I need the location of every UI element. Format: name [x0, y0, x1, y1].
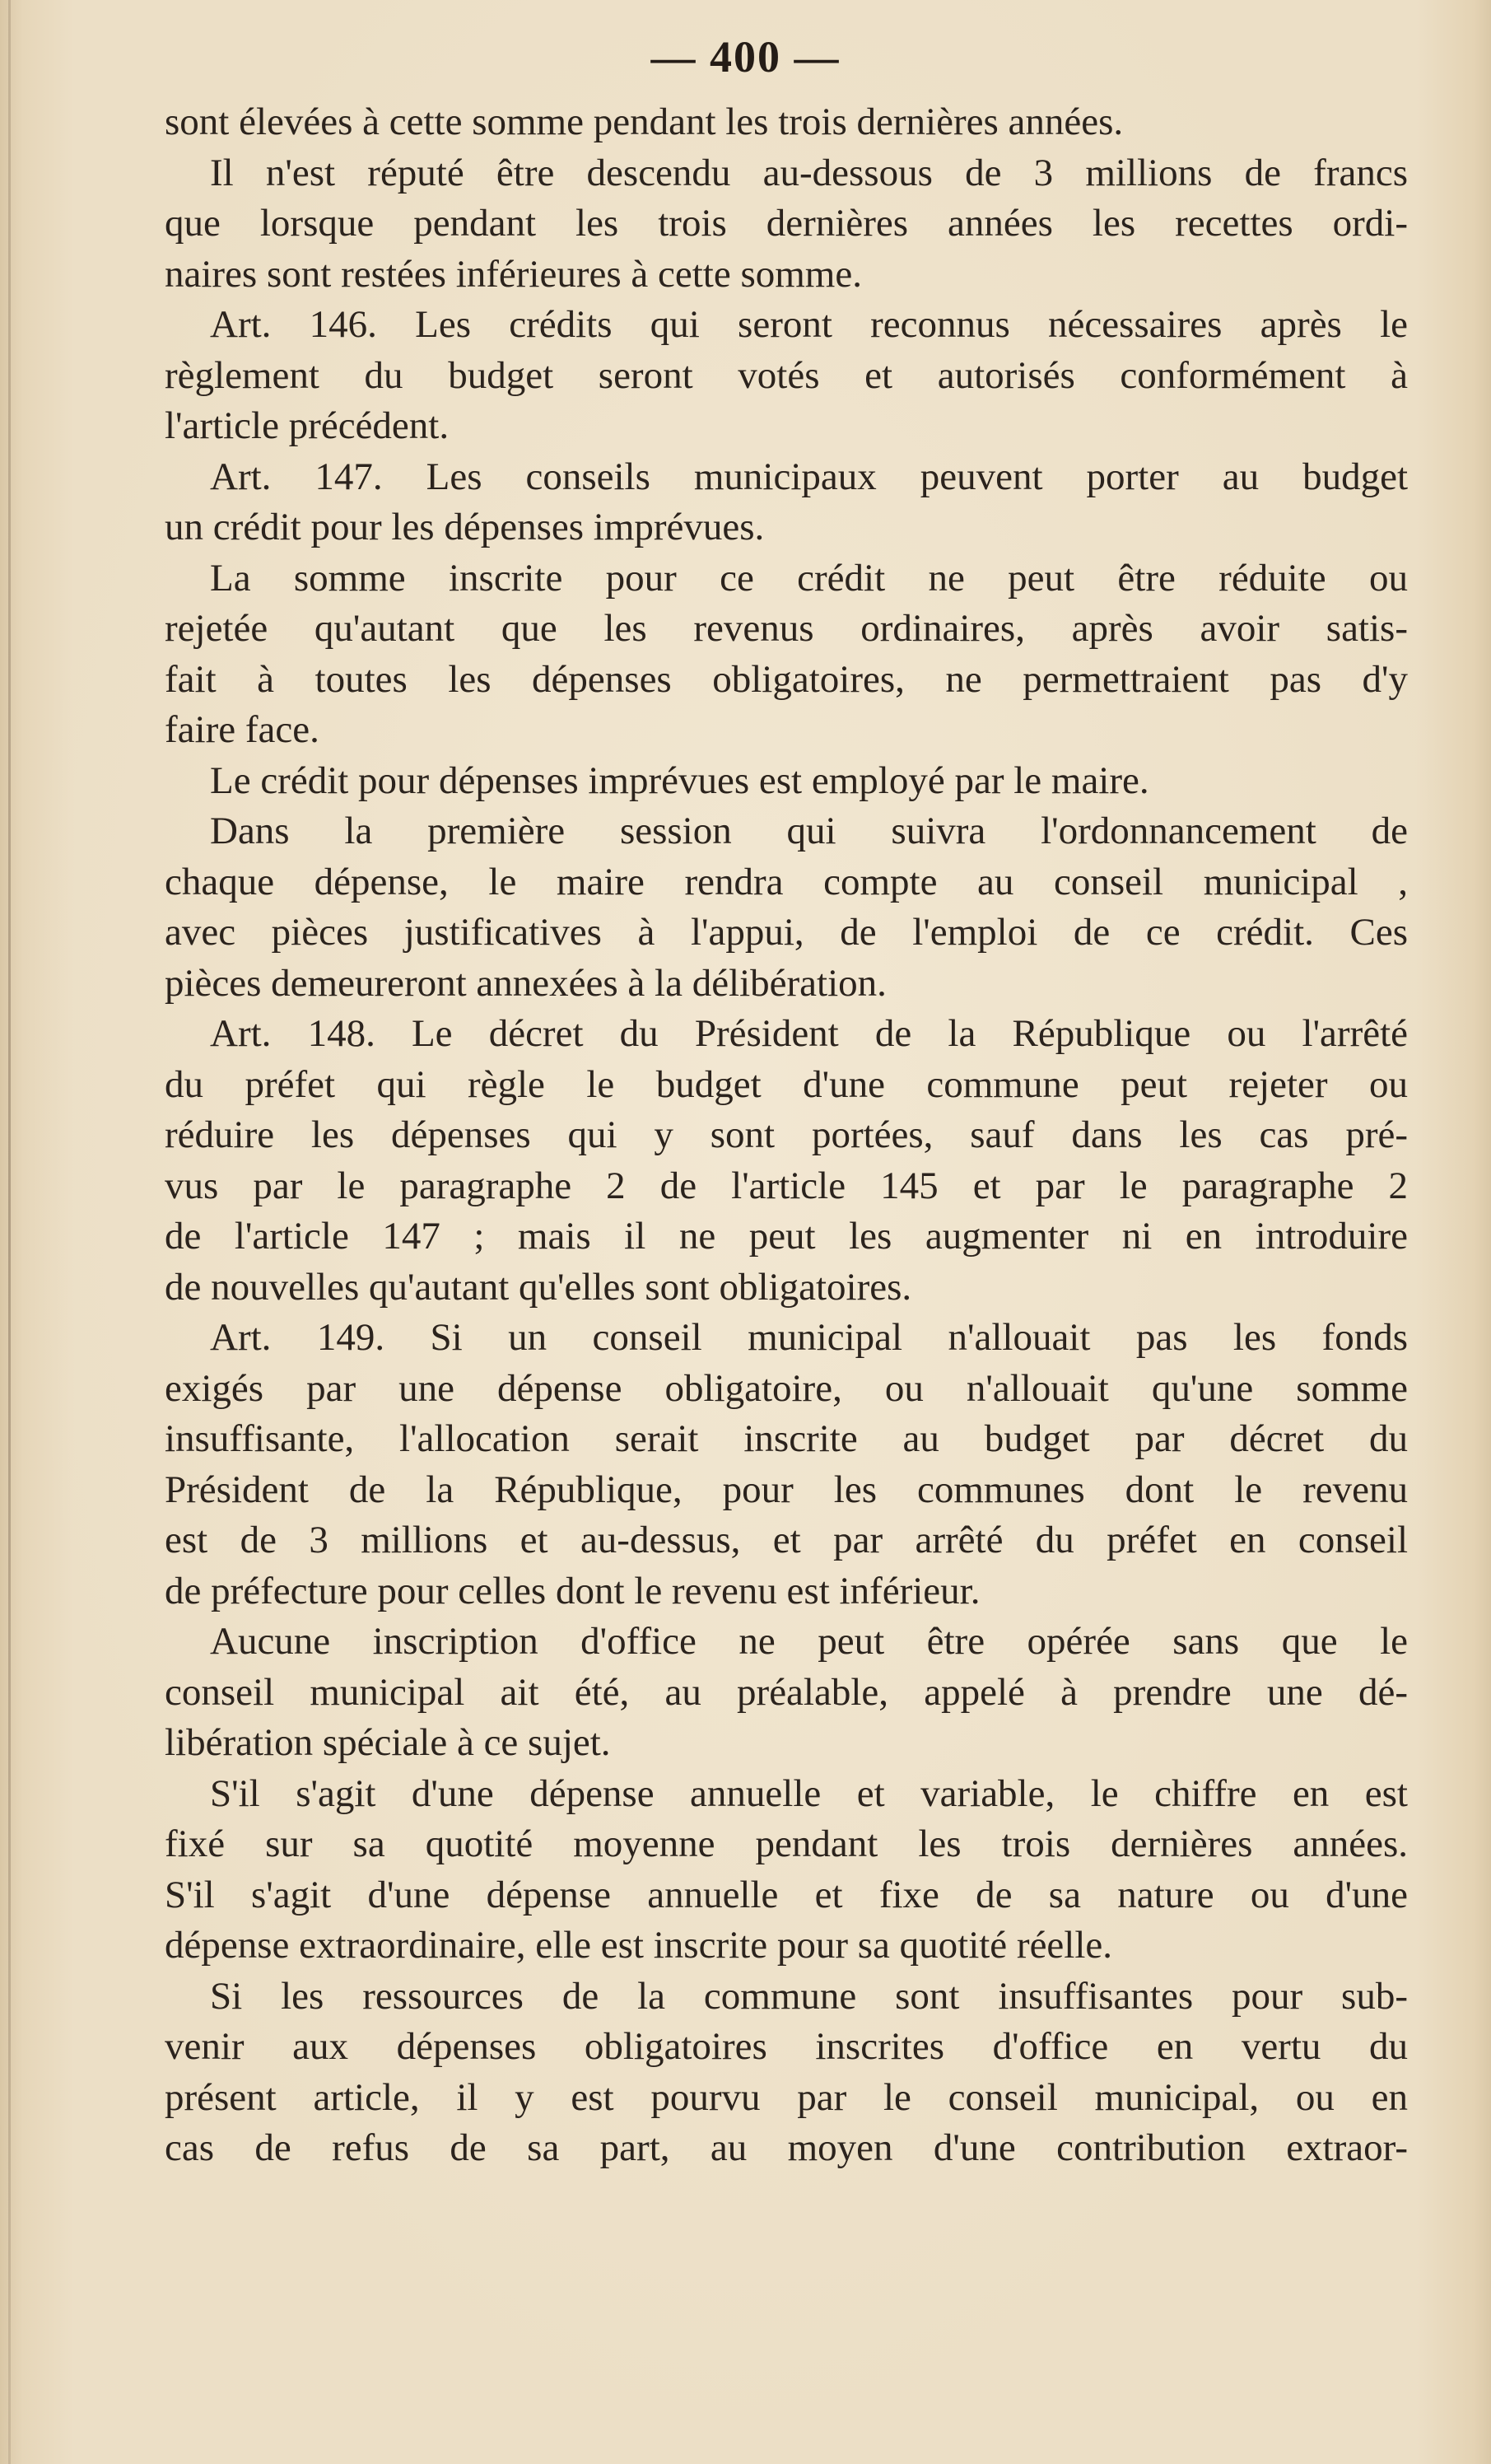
text-line: réduire les dépenses qui y sont portées, sauf dans les cas pré- — [165, 1113, 1408, 1156]
page-edge-shadow — [8, 0, 11, 2464]
text-line: Aucune inscription d'office ne peut être opérée sans que le — [210, 1620, 1408, 1663]
text-line: insuffisante, l'allocation serait inscrite au budget par décret du — [165, 1417, 1408, 1460]
text-line: fixé sur sa quotité moyenne pendant les trois dernières années. — [165, 1822, 1408, 1865]
text-line: est de 3 millions et au-dessus, et par arrêté du préfet en conseil — [165, 1519, 1408, 1561]
text-line: sont élevées à cette somme pendant les trois dernières années. — [165, 100, 1124, 143]
text-line: Art. 149. Si un conseil municipal n'allouait pas les fonds — [210, 1316, 1408, 1359]
text-line: rejetée qu'autant que les revenus ordinaires, après avoir satis- — [165, 607, 1408, 650]
text-line: un crédit pour les dépenses imprévues. — [165, 506, 765, 548]
text-line: dépense extraordinaire, elle est inscrite pour sa quotité réelle. — [165, 1924, 1113, 1967]
text-line: venir aux dépenses obligatoires inscrites d'office en vertu du — [165, 2025, 1408, 2068]
text-line: Art. 146. Les crédits qui seront reconnus nécessaires après le — [210, 303, 1408, 346]
text-line: Il n'est réputé être descendu au-dessous de 3 millions de francs — [210, 151, 1408, 194]
text-line: fait à toutes les dépenses obligatoires, ne permettraient pas d'y — [165, 657, 1408, 701]
page-number: — 400 — — [650, 32, 841, 82]
text-line: de préfecture pour celles dont le revenu est inférieur. — [165, 1569, 981, 1612]
text-line: vus par le paragraphe 2 de l'article 145 et par le paragraphe 2 — [165, 1164, 1408, 1207]
text-line: Dans la première session qui suivra l'ordonnancement de — [210, 810, 1408, 852]
text-line: règlement du budget seront votés et autorisés conformément à — [165, 353, 1408, 397]
text-line: Si les ressources de la commune sont insuffisantes pour sub- — [210, 1974, 1408, 2018]
text-line: libération spéciale à ce sujet. — [165, 1721, 611, 1764]
text-line: Le crédit pour dépenses imprévues est employé par le maire. — [210, 758, 1149, 802]
text-line: pièces demeureront annexées à la délibération. — [165, 961, 887, 1005]
text-line: S'il s'agit d'une dépense annuelle et fixe de sa nature ou d'une — [165, 1873, 1408, 1916]
text-line: de nouvelles qu'autant qu'elles sont obligatoires. — [165, 1265, 912, 1309]
text-line: faire face. — [165, 708, 319, 751]
text-line: La somme inscrite pour ce crédit ne peut être réduite ou — [210, 556, 1408, 600]
text-line: S'il s'agit d'une dépense annuelle et variable, le chiffre en est — [210, 1771, 1408, 1815]
text-line: Art. 148. Le décret du Président de la République ou l'arrêté — [210, 1012, 1408, 1055]
text-line: cas de refus de sa part, au moyen d'une contribution extraor- — [165, 2126, 1408, 2169]
text-line: chaque dépense, le maire rendra compte au conseil municipal , — [165, 860, 1408, 903]
text-line: du préfet qui règle le budget d'une commune peut rejeter ou — [165, 1062, 1408, 1106]
text-line: Président de la République, pour les communes dont le revenu — [165, 1468, 1408, 1511]
text-line: exigés par une dépense obligatoire, ou n'allouait qu'une somme — [165, 1366, 1408, 1410]
text-line: avec pièces justificatives à l'appui, de l'emploi de ce crédit. Ces — [165, 911, 1408, 954]
text-line: naires sont restées inférieures à cette somme. — [165, 252, 862, 296]
text-line: conseil municipal ait été, au préalable, appelé à prendre une dé- — [165, 1670, 1408, 1714]
text-line: l'article précédent. — [165, 404, 450, 447]
text-line: que lorsque pendant les trois dernières années les recettes ordi- — [165, 202, 1408, 245]
body-text — [165, 97, 1408, 2174]
text-line: présent article, il y est pourvu par le conseil municipal, ou en — [165, 2075, 1408, 2119]
text-line: de l'article 147 ; mais il ne peut les augmenter ni en introduire — [165, 1215, 1408, 1258]
text-line: Art. 147. Les conseils municipaux peuvent porter au budget — [210, 455, 1408, 498]
